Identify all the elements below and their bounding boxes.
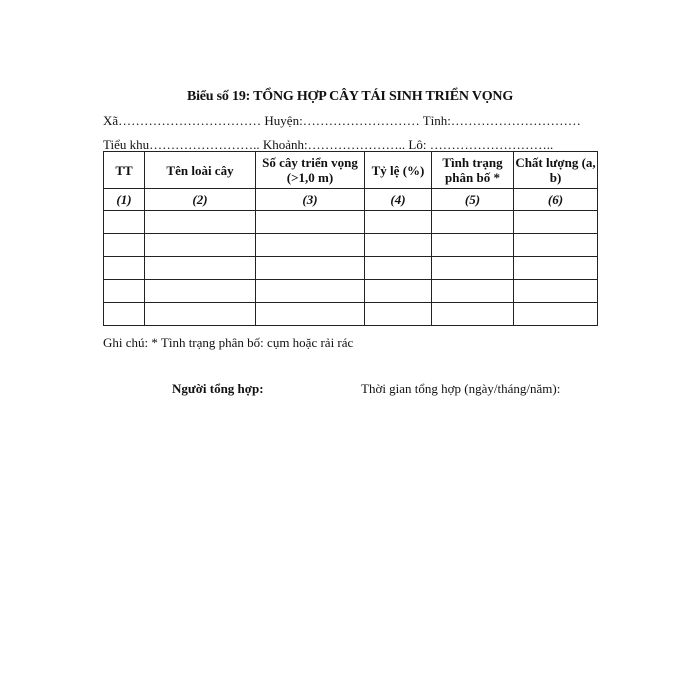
header-species: Tên loài cây: [145, 152, 256, 189]
tinh-field: Tỉnh:…………………………: [419, 113, 581, 128]
khoanh-field: Khoảnh:………………….: [259, 137, 402, 152]
table-cell: [145, 211, 256, 234]
table-cell: [256, 211, 365, 234]
table-cell: [256, 234, 365, 257]
tieu-khu-field: Tiểu khu……………………..: [103, 137, 260, 152]
header-ratio: Tỷ lệ (%): [365, 152, 432, 189]
table-row: [104, 280, 598, 303]
table-row: [104, 257, 598, 280]
table-row: [104, 234, 598, 257]
lo-field: . Lô: ………………………..: [401, 137, 554, 152]
header-tt: TT: [104, 152, 145, 189]
table-row: [104, 303, 598, 326]
compile-time-label: Thời gian tổng hợp (ngày/tháng/năm):: [361, 381, 561, 396]
table-cell: [432, 234, 514, 257]
signer-label: Người tổng hợp:: [172, 381, 264, 396]
column-number: (1): [104, 189, 145, 211]
table-cell: [104, 211, 145, 234]
column-number: (6): [514, 189, 598, 211]
header-distribution: Tình trạng phân bố *: [432, 152, 514, 189]
table-cell: [514, 211, 598, 234]
column-number: (5): [432, 189, 514, 211]
regeneration-table: [103, 151, 598, 326]
table-cell: [145, 303, 256, 326]
table-cell: [365, 257, 432, 280]
table-cell: [256, 303, 365, 326]
huyen-field: Huyện:………………………: [261, 113, 420, 128]
table-cell: [514, 257, 598, 280]
table-row: [104, 211, 598, 234]
column-number: (3): [256, 189, 365, 211]
table-cell: [256, 257, 365, 280]
table-header-row: [104, 152, 598, 189]
column-number: (2): [145, 189, 256, 211]
table-cell: [145, 280, 256, 303]
table-cell: [104, 280, 145, 303]
table-cell: [104, 234, 145, 257]
table-cell: [145, 234, 256, 257]
table-cell: [514, 280, 598, 303]
table-cell: [104, 257, 145, 280]
header-quality: Chất lượng (a, b): [514, 152, 598, 189]
form-title: Biểu số 19: TỔNG HỢP CÂY TÁI SINH TRIỂN VỌNG: [186, 89, 514, 104]
table-cell: [432, 280, 514, 303]
table-cell: [514, 303, 598, 326]
table-cell: [365, 234, 432, 257]
table-cell: [365, 303, 432, 326]
table-cell: [365, 280, 432, 303]
table-cell: [104, 303, 145, 326]
column-number: (4): [365, 189, 432, 211]
header-promising-count-text: Số cây triển vọng (>1,0 m): [262, 155, 358, 185]
table-cell: [432, 303, 514, 326]
table-cell: [365, 211, 432, 234]
location-line-1: [103, 113, 581, 129]
header-promising-count: [256, 152, 365, 189]
xa-field: Xã……………………………: [103, 113, 262, 128]
table-cell: [145, 257, 256, 280]
table-cell: [256, 280, 365, 303]
table-cell: [432, 211, 514, 234]
table-cell: [432, 257, 514, 280]
footnote: Ghi chú: * Tình trạng phân bố: cụm hoặc rải rác: [103, 335, 354, 350]
table-cell: [514, 234, 598, 257]
column-number-row: [104, 189, 598, 211]
